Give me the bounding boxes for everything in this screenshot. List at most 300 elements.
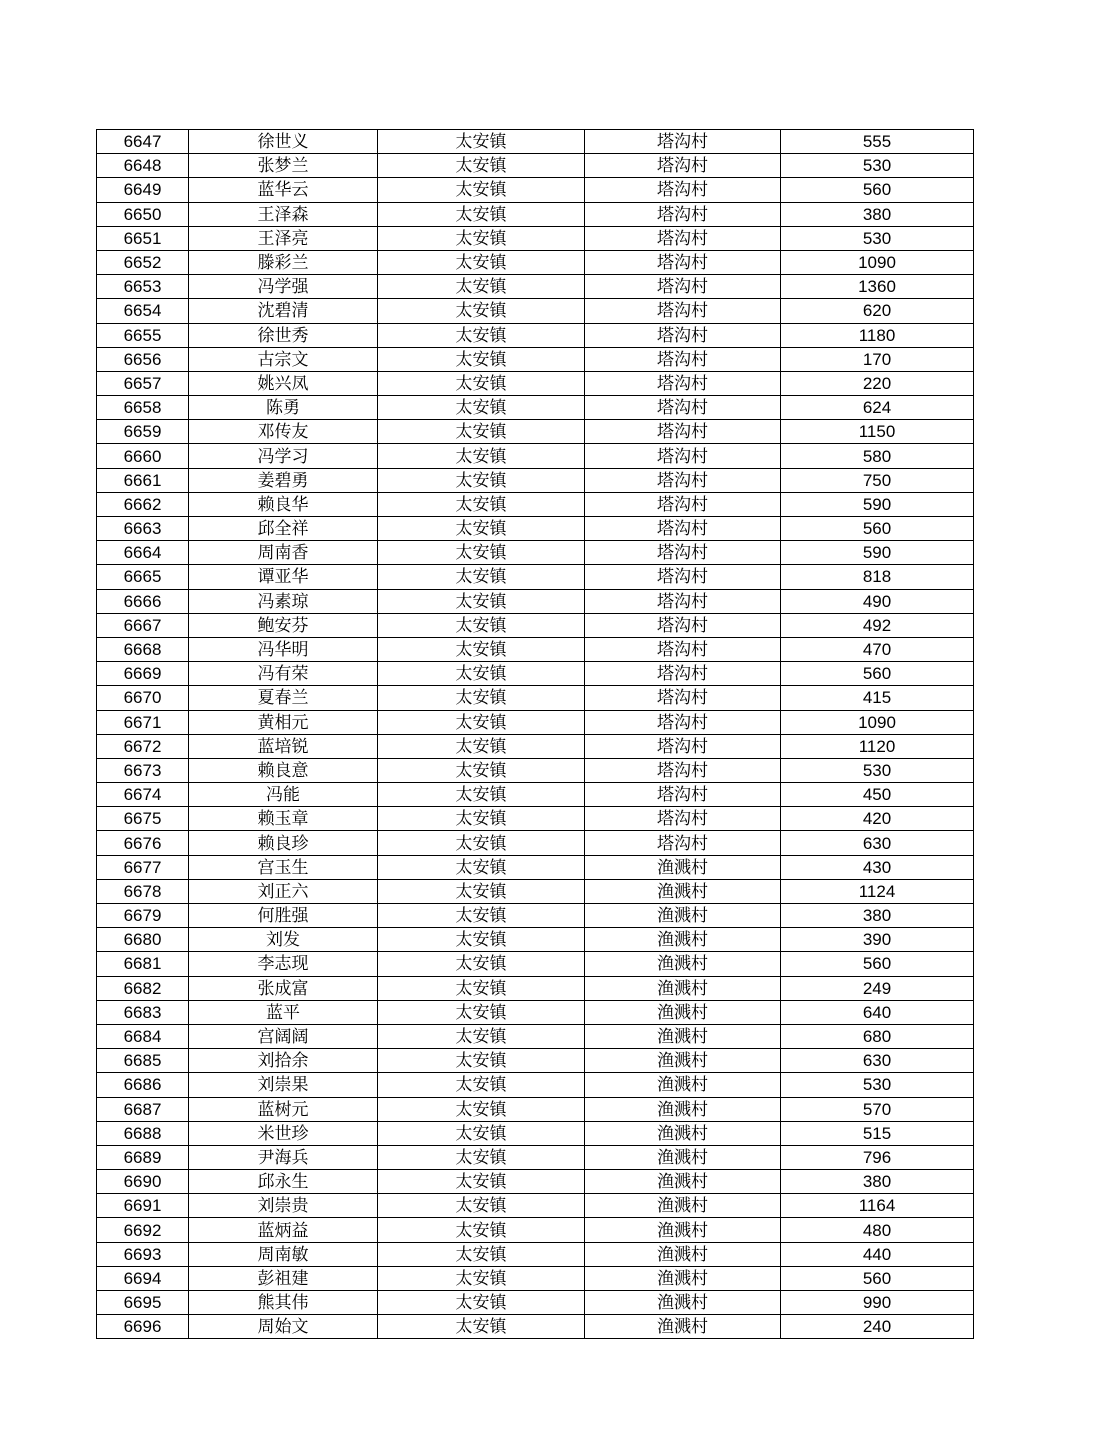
table-row bbox=[97, 613, 974, 637]
table-row bbox=[97, 710, 974, 734]
name-cell: 姚兴凤 bbox=[189, 371, 378, 395]
row-number-cell: 6651 bbox=[97, 226, 189, 250]
row-number-cell: 6647 bbox=[97, 130, 189, 154]
table-row bbox=[97, 1218, 974, 1242]
village-cell: 渔溅村 bbox=[585, 976, 781, 1000]
town-cell: 太安镇 bbox=[378, 1121, 585, 1145]
town-cell: 太安镇 bbox=[378, 371, 585, 395]
town-cell: 太安镇 bbox=[378, 831, 585, 855]
name-cell: 滕彩兰 bbox=[189, 250, 378, 274]
name-cell: 刘正六 bbox=[189, 879, 378, 903]
village-cell: 渔溅村 bbox=[585, 1291, 781, 1315]
table-row bbox=[97, 1121, 974, 1145]
village-cell: 塔沟村 bbox=[585, 710, 781, 734]
amount-cell: 560 bbox=[781, 662, 974, 686]
table-row bbox=[97, 1315, 974, 1339]
village-cell: 塔沟村 bbox=[585, 589, 781, 613]
amount-cell: 249 bbox=[781, 976, 974, 1000]
amount-cell: 560 bbox=[781, 517, 974, 541]
row-number-cell: 6655 bbox=[97, 323, 189, 347]
name-cell: 黄相元 bbox=[189, 710, 378, 734]
village-cell: 塔沟村 bbox=[585, 444, 781, 468]
row-number-cell: 6662 bbox=[97, 492, 189, 516]
town-cell: 太安镇 bbox=[378, 226, 585, 250]
table-row bbox=[97, 130, 974, 154]
row-number-cell: 6680 bbox=[97, 928, 189, 952]
village-cell: 渔溅村 bbox=[585, 879, 781, 903]
village-cell: 塔沟村 bbox=[585, 299, 781, 323]
village-cell: 渔溅村 bbox=[585, 1170, 781, 1194]
village-cell: 塔沟村 bbox=[585, 250, 781, 274]
table-row bbox=[97, 347, 974, 371]
row-number-cell: 6696 bbox=[97, 1315, 189, 1339]
row-number-cell: 6669 bbox=[97, 662, 189, 686]
town-cell: 太安镇 bbox=[378, 1170, 585, 1194]
amount-cell: 630 bbox=[781, 1049, 974, 1073]
town-cell: 太安镇 bbox=[378, 686, 585, 710]
village-cell: 渔溅村 bbox=[585, 1218, 781, 1242]
village-cell: 渔溅村 bbox=[585, 904, 781, 928]
town-cell: 太安镇 bbox=[378, 154, 585, 178]
amount-cell: 818 bbox=[781, 565, 974, 589]
town-cell: 太安镇 bbox=[378, 734, 585, 758]
row-number-cell: 6686 bbox=[97, 1073, 189, 1097]
town-cell: 太安镇 bbox=[378, 710, 585, 734]
name-cell: 刘拾余 bbox=[189, 1049, 378, 1073]
town-cell: 太安镇 bbox=[378, 976, 585, 1000]
name-cell: 邓传友 bbox=[189, 420, 378, 444]
table-row bbox=[97, 904, 974, 928]
town-cell: 太安镇 bbox=[378, 275, 585, 299]
village-cell: 塔沟村 bbox=[585, 807, 781, 831]
village-cell: 渔溅村 bbox=[585, 952, 781, 976]
row-number-cell: 6676 bbox=[97, 831, 189, 855]
amount-cell: 640 bbox=[781, 1000, 974, 1024]
town-cell: 太安镇 bbox=[378, 347, 585, 371]
town-cell: 太安镇 bbox=[378, 1000, 585, 1024]
row-number-cell: 6691 bbox=[97, 1194, 189, 1218]
town-cell: 太安镇 bbox=[378, 1242, 585, 1266]
name-cell: 谭亚华 bbox=[189, 565, 378, 589]
row-number-cell: 6665 bbox=[97, 565, 189, 589]
town-cell: 太安镇 bbox=[378, 299, 585, 323]
name-cell: 刘发 bbox=[189, 928, 378, 952]
village-cell: 塔沟村 bbox=[585, 734, 781, 758]
amount-cell: 170 bbox=[781, 347, 974, 371]
town-cell: 太安镇 bbox=[378, 250, 585, 274]
amount-cell: 390 bbox=[781, 928, 974, 952]
amount-cell: 530 bbox=[781, 1073, 974, 1097]
village-cell: 塔沟村 bbox=[585, 202, 781, 226]
amount-cell: 530 bbox=[781, 154, 974, 178]
amount-cell: 450 bbox=[781, 783, 974, 807]
name-cell: 徐世义 bbox=[189, 130, 378, 154]
town-cell: 太安镇 bbox=[378, 565, 585, 589]
row-number-cell: 6690 bbox=[97, 1170, 189, 1194]
row-number-cell: 6694 bbox=[97, 1266, 189, 1290]
name-cell: 冯学强 bbox=[189, 275, 378, 299]
row-number-cell: 6653 bbox=[97, 275, 189, 299]
amount-cell: 624 bbox=[781, 396, 974, 420]
row-number-cell: 6671 bbox=[97, 710, 189, 734]
amount-cell: 620 bbox=[781, 299, 974, 323]
village-cell: 塔沟村 bbox=[585, 275, 781, 299]
table-row bbox=[97, 1145, 974, 1169]
amount-cell: 796 bbox=[781, 1145, 974, 1169]
table-row bbox=[97, 589, 974, 613]
name-cell: 姜碧勇 bbox=[189, 468, 378, 492]
village-cell: 塔沟村 bbox=[585, 226, 781, 250]
village-cell: 塔沟村 bbox=[585, 492, 781, 516]
name-cell: 邱全祥 bbox=[189, 517, 378, 541]
town-cell: 太安镇 bbox=[378, 637, 585, 661]
town-cell: 太安镇 bbox=[378, 1266, 585, 1290]
amount-cell: 240 bbox=[781, 1315, 974, 1339]
table-row bbox=[97, 1291, 974, 1315]
table-row bbox=[97, 976, 974, 1000]
village-cell: 塔沟村 bbox=[585, 637, 781, 661]
row-number-cell: 6663 bbox=[97, 517, 189, 541]
data-table bbox=[96, 129, 974, 1339]
name-cell: 张梦兰 bbox=[189, 154, 378, 178]
town-cell: 太安镇 bbox=[378, 178, 585, 202]
row-number-cell: 6681 bbox=[97, 952, 189, 976]
table-row bbox=[97, 1000, 974, 1024]
town-cell: 太安镇 bbox=[378, 952, 585, 976]
amount-cell: 590 bbox=[781, 492, 974, 516]
row-number-cell: 6685 bbox=[97, 1049, 189, 1073]
row-number-cell: 6692 bbox=[97, 1218, 189, 1242]
town-cell: 太安镇 bbox=[378, 1024, 585, 1048]
row-number-cell: 6683 bbox=[97, 1000, 189, 1024]
table-row bbox=[97, 662, 974, 686]
name-cell: 尹海兵 bbox=[189, 1145, 378, 1169]
town-cell: 太安镇 bbox=[378, 323, 585, 347]
town-cell: 太安镇 bbox=[378, 662, 585, 686]
town-cell: 太安镇 bbox=[378, 1049, 585, 1073]
amount-cell: 380 bbox=[781, 1170, 974, 1194]
town-cell: 太安镇 bbox=[378, 613, 585, 637]
table-row bbox=[97, 1242, 974, 1266]
amount-cell: 530 bbox=[781, 226, 974, 250]
row-number-cell: 6657 bbox=[97, 371, 189, 395]
table-row bbox=[97, 371, 974, 395]
name-cell: 周始文 bbox=[189, 1315, 378, 1339]
village-cell: 塔沟村 bbox=[585, 178, 781, 202]
village-cell: 渔溅村 bbox=[585, 1073, 781, 1097]
table-row bbox=[97, 686, 974, 710]
amount-cell: 380 bbox=[781, 904, 974, 928]
amount-cell: 990 bbox=[781, 1291, 974, 1315]
name-cell: 陈勇 bbox=[189, 396, 378, 420]
town-cell: 太安镇 bbox=[378, 444, 585, 468]
town-cell: 太安镇 bbox=[378, 130, 585, 154]
amount-cell: 515 bbox=[781, 1121, 974, 1145]
table-row bbox=[97, 831, 974, 855]
row-number-cell: 6654 bbox=[97, 299, 189, 323]
village-cell: 塔沟村 bbox=[585, 468, 781, 492]
table-row bbox=[97, 1170, 974, 1194]
village-cell: 渔溅村 bbox=[585, 928, 781, 952]
amount-cell: 570 bbox=[781, 1097, 974, 1121]
name-cell: 蓝华云 bbox=[189, 178, 378, 202]
row-number-cell: 6648 bbox=[97, 154, 189, 178]
village-cell: 渔溅村 bbox=[585, 1024, 781, 1048]
amount-cell: 1090 bbox=[781, 710, 974, 734]
village-cell: 渔溅村 bbox=[585, 1097, 781, 1121]
amount-cell: 420 bbox=[781, 807, 974, 831]
row-number-cell: 6670 bbox=[97, 686, 189, 710]
row-number-cell: 6664 bbox=[97, 541, 189, 565]
amount-cell: 560 bbox=[781, 1266, 974, 1290]
town-cell: 太安镇 bbox=[378, 1145, 585, 1169]
name-cell: 王泽亮 bbox=[189, 226, 378, 250]
row-number-cell: 6682 bbox=[97, 976, 189, 1000]
row-number-cell: 6675 bbox=[97, 807, 189, 831]
amount-cell: 555 bbox=[781, 130, 974, 154]
village-cell: 塔沟村 bbox=[585, 420, 781, 444]
town-cell: 太安镇 bbox=[378, 1218, 585, 1242]
village-cell: 渔溅村 bbox=[585, 1315, 781, 1339]
name-cell: 李志现 bbox=[189, 952, 378, 976]
town-cell: 太安镇 bbox=[378, 468, 585, 492]
name-cell: 米世珍 bbox=[189, 1121, 378, 1145]
table-row bbox=[97, 1266, 974, 1290]
name-cell: 夏春兰 bbox=[189, 686, 378, 710]
amount-cell: 680 bbox=[781, 1024, 974, 1048]
amount-cell: 490 bbox=[781, 589, 974, 613]
amount-cell: 380 bbox=[781, 202, 974, 226]
row-number-cell: 6688 bbox=[97, 1121, 189, 1145]
table-body bbox=[97, 130, 974, 1339]
village-cell: 塔沟村 bbox=[585, 371, 781, 395]
name-cell: 赖良珍 bbox=[189, 831, 378, 855]
row-number-cell: 6668 bbox=[97, 637, 189, 661]
town-cell: 太安镇 bbox=[378, 758, 585, 782]
name-cell: 刘崇贵 bbox=[189, 1194, 378, 1218]
amount-cell: 415 bbox=[781, 686, 974, 710]
name-cell: 刘崇果 bbox=[189, 1073, 378, 1097]
table-row bbox=[97, 928, 974, 952]
village-cell: 渔溅村 bbox=[585, 1194, 781, 1218]
table-row bbox=[97, 299, 974, 323]
amount-cell: 560 bbox=[781, 952, 974, 976]
row-number-cell: 6666 bbox=[97, 589, 189, 613]
name-cell: 何胜强 bbox=[189, 904, 378, 928]
name-cell: 周南敏 bbox=[189, 1242, 378, 1266]
table-row bbox=[97, 734, 974, 758]
amount-cell: 560 bbox=[781, 178, 974, 202]
table-row bbox=[97, 1097, 974, 1121]
name-cell: 周南香 bbox=[189, 541, 378, 565]
amount-cell: 1360 bbox=[781, 275, 974, 299]
town-cell: 太安镇 bbox=[378, 879, 585, 903]
town-cell: 太安镇 bbox=[378, 396, 585, 420]
table-row bbox=[97, 1049, 974, 1073]
amount-cell: 1150 bbox=[781, 420, 974, 444]
table-row bbox=[97, 758, 974, 782]
table-row bbox=[97, 178, 974, 202]
table-row bbox=[97, 396, 974, 420]
table-row bbox=[97, 1073, 974, 1097]
name-cell: 冯素琼 bbox=[189, 589, 378, 613]
town-cell: 太安镇 bbox=[378, 783, 585, 807]
name-cell: 冯学习 bbox=[189, 444, 378, 468]
name-cell: 彭祖建 bbox=[189, 1266, 378, 1290]
amount-cell: 480 bbox=[781, 1218, 974, 1242]
town-cell: 太安镇 bbox=[378, 807, 585, 831]
row-number-cell: 6659 bbox=[97, 420, 189, 444]
row-number-cell: 6695 bbox=[97, 1291, 189, 1315]
table-row bbox=[97, 1194, 974, 1218]
amount-cell: 590 bbox=[781, 541, 974, 565]
name-cell: 王泽森 bbox=[189, 202, 378, 226]
name-cell: 古宗文 bbox=[189, 347, 378, 371]
town-cell: 太安镇 bbox=[378, 589, 585, 613]
amount-cell: 1090 bbox=[781, 250, 974, 274]
town-cell: 太安镇 bbox=[378, 517, 585, 541]
village-cell: 塔沟村 bbox=[585, 517, 781, 541]
amount-cell: 492 bbox=[781, 613, 974, 637]
table-row bbox=[97, 444, 974, 468]
table-row bbox=[97, 855, 974, 879]
name-cell: 徐世秀 bbox=[189, 323, 378, 347]
row-number-cell: 6649 bbox=[97, 178, 189, 202]
table-row bbox=[97, 250, 974, 274]
row-number-cell: 6672 bbox=[97, 734, 189, 758]
town-cell: 太安镇 bbox=[378, 492, 585, 516]
row-number-cell: 6650 bbox=[97, 202, 189, 226]
row-number-cell: 6687 bbox=[97, 1097, 189, 1121]
amount-cell: 750 bbox=[781, 468, 974, 492]
village-cell: 渔溅村 bbox=[585, 1145, 781, 1169]
name-cell: 张成富 bbox=[189, 976, 378, 1000]
row-number-cell: 6652 bbox=[97, 250, 189, 274]
name-cell: 冯能 bbox=[189, 783, 378, 807]
table-row bbox=[97, 468, 974, 492]
village-cell: 渔溅村 bbox=[585, 1049, 781, 1073]
name-cell: 邱永生 bbox=[189, 1170, 378, 1194]
table-row bbox=[97, 879, 974, 903]
town-cell: 太安镇 bbox=[378, 1291, 585, 1315]
name-cell: 蓝培锐 bbox=[189, 734, 378, 758]
village-cell: 塔沟村 bbox=[585, 613, 781, 637]
town-cell: 太安镇 bbox=[378, 1315, 585, 1339]
town-cell: 太安镇 bbox=[378, 904, 585, 928]
name-cell: 沈碧清 bbox=[189, 299, 378, 323]
village-cell: 塔沟村 bbox=[585, 758, 781, 782]
table-row bbox=[97, 492, 974, 516]
row-number-cell: 6661 bbox=[97, 468, 189, 492]
amount-cell: 580 bbox=[781, 444, 974, 468]
village-cell: 渔溅村 bbox=[585, 1266, 781, 1290]
table-row bbox=[97, 1024, 974, 1048]
amount-cell: 530 bbox=[781, 758, 974, 782]
name-cell: 熊其伟 bbox=[189, 1291, 378, 1315]
village-cell: 塔沟村 bbox=[585, 323, 781, 347]
name-cell: 蓝树元 bbox=[189, 1097, 378, 1121]
amount-cell: 1180 bbox=[781, 323, 974, 347]
table-row bbox=[97, 517, 974, 541]
town-cell: 太安镇 bbox=[378, 1073, 585, 1097]
amount-cell: 1124 bbox=[781, 879, 974, 903]
village-cell: 渔溅村 bbox=[585, 1000, 781, 1024]
village-cell: 塔沟村 bbox=[585, 347, 781, 371]
amount-cell: 1120 bbox=[781, 734, 974, 758]
village-cell: 塔沟村 bbox=[585, 396, 781, 420]
table-row bbox=[97, 323, 974, 347]
village-cell: 塔沟村 bbox=[585, 783, 781, 807]
table-row bbox=[97, 807, 974, 831]
table-row bbox=[97, 565, 974, 589]
amount-cell: 1164 bbox=[781, 1194, 974, 1218]
town-cell: 太安镇 bbox=[378, 420, 585, 444]
amount-cell: 440 bbox=[781, 1242, 974, 1266]
town-cell: 太安镇 bbox=[378, 928, 585, 952]
name-cell: 鲍安芬 bbox=[189, 613, 378, 637]
name-cell: 冯有荣 bbox=[189, 662, 378, 686]
village-cell: 渔溅村 bbox=[585, 1121, 781, 1145]
village-cell: 塔沟村 bbox=[585, 662, 781, 686]
amount-cell: 630 bbox=[781, 831, 974, 855]
table-row bbox=[97, 637, 974, 661]
village-cell: 塔沟村 bbox=[585, 541, 781, 565]
row-number-cell: 6677 bbox=[97, 855, 189, 879]
table-row bbox=[97, 541, 974, 565]
village-cell: 塔沟村 bbox=[585, 831, 781, 855]
town-cell: 太安镇 bbox=[378, 541, 585, 565]
row-number-cell: 6674 bbox=[97, 783, 189, 807]
name-cell: 冯华明 bbox=[189, 637, 378, 661]
amount-cell: 220 bbox=[781, 371, 974, 395]
row-number-cell: 6667 bbox=[97, 613, 189, 637]
town-cell: 太安镇 bbox=[378, 1097, 585, 1121]
town-cell: 太安镇 bbox=[378, 1194, 585, 1218]
table-row bbox=[97, 952, 974, 976]
row-number-cell: 6673 bbox=[97, 758, 189, 782]
row-number-cell: 6660 bbox=[97, 444, 189, 468]
name-cell: 蓝平 bbox=[189, 1000, 378, 1024]
row-number-cell: 6656 bbox=[97, 347, 189, 371]
amount-cell: 430 bbox=[781, 855, 974, 879]
amount-cell: 470 bbox=[781, 637, 974, 661]
name-cell: 赖良意 bbox=[189, 758, 378, 782]
row-number-cell: 6678 bbox=[97, 879, 189, 903]
table-row bbox=[97, 275, 974, 299]
village-cell: 渔溅村 bbox=[585, 1242, 781, 1266]
village-cell: 塔沟村 bbox=[585, 686, 781, 710]
town-cell: 太安镇 bbox=[378, 202, 585, 226]
table-row bbox=[97, 420, 974, 444]
name-cell: 宫玉生 bbox=[189, 855, 378, 879]
row-number-cell: 6679 bbox=[97, 904, 189, 928]
village-cell: 塔沟村 bbox=[585, 130, 781, 154]
row-number-cell: 6689 bbox=[97, 1145, 189, 1169]
village-cell: 渔溅村 bbox=[585, 855, 781, 879]
village-cell: 塔沟村 bbox=[585, 565, 781, 589]
table-row bbox=[97, 154, 974, 178]
row-number-cell: 6693 bbox=[97, 1242, 189, 1266]
name-cell: 赖良华 bbox=[189, 492, 378, 516]
name-cell: 宫阔阔 bbox=[189, 1024, 378, 1048]
name-cell: 赖玉章 bbox=[189, 807, 378, 831]
town-cell: 太安镇 bbox=[378, 855, 585, 879]
row-number-cell: 6658 bbox=[97, 396, 189, 420]
table-row bbox=[97, 202, 974, 226]
table-row bbox=[97, 783, 974, 807]
row-number-cell: 6684 bbox=[97, 1024, 189, 1048]
table-row bbox=[97, 226, 974, 250]
